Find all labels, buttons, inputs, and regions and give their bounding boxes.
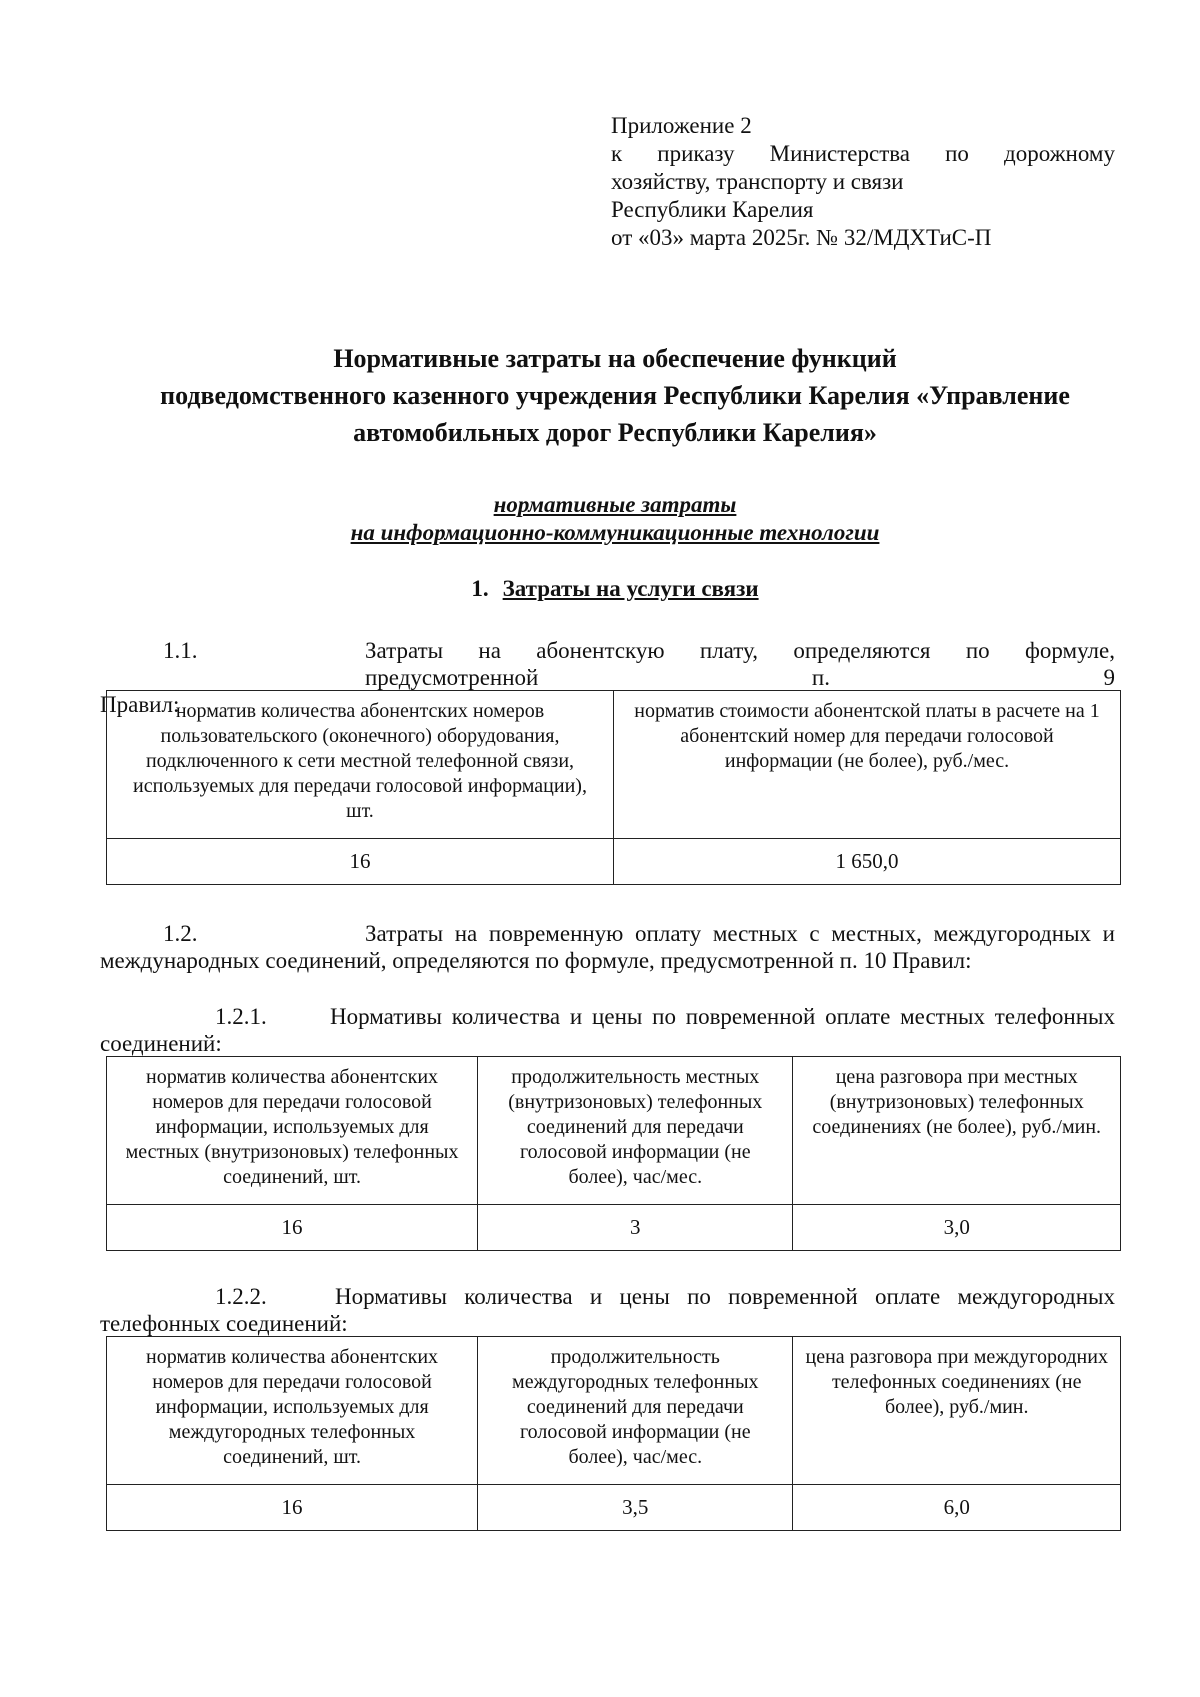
table-header-cell: норматив количества абонентских номеров для передачи голосовой информации, используемых для местных (внутризоновых) телефонных соединений, шт. <box>107 1057 478 1205</box>
table-cell: 3,5 <box>478 1485 793 1531</box>
appendix-block <box>611 112 1115 252</box>
paragraph-text-continued: соединений: <box>100 1031 222 1056</box>
table-header-cell: цена разговора при междугородних телефонных соединениях (не более), руб./мин. <box>793 1337 1121 1485</box>
table-cell: 1 650,0 <box>614 839 1121 885</box>
table-long-distance-calls <box>106 1336 1121 1531</box>
table-header-row <box>107 1057 1121 1205</box>
paragraph-number: 1.2.2. <box>215 1284 267 1309</box>
title-line: Нормативные затраты на обеспечение функций <box>333 344 897 373</box>
table-header-cell: цена разговора при местных (внутризоновых) телефонных соединениях (не более), руб./мин. <box>793 1057 1121 1205</box>
section-title: Затраты на услуги связи <box>502 576 759 601</box>
section-number: 1. <box>471 576 489 601</box>
table-subscriber-fee <box>106 690 1121 885</box>
subtitle-line: нормативные затраты <box>493 492 737 517</box>
table-row <box>107 1485 1121 1531</box>
paragraph-number: 1.2. <box>163 921 198 946</box>
table-header-row <box>107 691 1121 839</box>
title-line: автомобильных дорог Республики Карелия» <box>353 418 877 447</box>
table-cell: 16 <box>107 1485 478 1531</box>
table-cell: 3,0 <box>793 1205 1121 1251</box>
appendix-date-line: от «03» марта 2025г. № 32/МДХТиС-П <box>611 225 992 250</box>
table-cell: 6,0 <box>793 1485 1121 1531</box>
table-row <box>107 1205 1121 1251</box>
table-header-cell: норматив стоимости абонентской платы в расчете на 1 абонентский номер для передачи голосовой информации (не более), руб./мес. <box>614 691 1121 839</box>
appendix-word: по <box>945 141 969 166</box>
table-row <box>107 839 1121 885</box>
appendix-order-line <box>611 140 1115 168</box>
appendix-word: Министерства <box>769 141 911 166</box>
table-header-cell: норматив количества абонентских номеров пользовательского (оконечного) оборудования, подключенного к сети местной телефонной связи, используемых для передачи голосовой информации), шт. <box>107 691 614 839</box>
section-heading <box>100 575 1130 603</box>
paragraph-number: 1.2.1. <box>215 1004 267 1029</box>
table-header-cell: продолжительность междугородных телефонных соединений для передачи голосовой информации (не более), час/мес. <box>478 1337 793 1485</box>
table-cell: 3 <box>478 1205 793 1251</box>
appendix-word: приказу <box>657 141 735 166</box>
paragraph-number: 1.1. <box>163 638 198 663</box>
paragraph-text: Затраты на повременную оплату местных с местных, междугородных и <box>365 921 1115 946</box>
paragraph-text-continued: международных соединений, определяются по формуле, предусмотренной п. 10 Правил: <box>100 948 972 973</box>
appendix-republic-line: Республики Карелия <box>611 197 814 222</box>
subtitle-line: на информационно-коммуникационные технологии <box>350 520 880 545</box>
table-header-cell: продолжительность местных (внутризоновых) телефонных соединений для передачи голосовой информации (не более), час/мес. <box>478 1057 793 1205</box>
paragraph-text: Нормативы количества и цены по повременной оплате местных телефонных <box>330 1004 1115 1029</box>
paragraph-1-2 <box>100 920 1115 974</box>
table-local-calls <box>106 1056 1121 1251</box>
appendix-title: Приложение 2 <box>611 113 752 138</box>
appendix-word: к <box>611 141 623 166</box>
paragraph-text: Затраты на абонентскую плату, определяются по формуле, предусмотренной п. 9 <box>365 638 1115 690</box>
paragraph-1-2-1 <box>100 1003 1115 1057</box>
document-title <box>100 340 1130 451</box>
paragraph-text: Нормативы количества и цены по повременной оплате междугородных <box>335 1284 1115 1309</box>
table-cell: 16 <box>107 839 614 885</box>
table-header-cell: норматив количества абонентских номеров для передачи голосовой информации, используемых для междугородных телефонных соединений, шт. <box>107 1337 478 1485</box>
paragraph-text-continued: телефонных соединений: <box>100 1311 348 1336</box>
paragraph-text-continued: Правил: <box>100 692 180 717</box>
table-header-row <box>107 1337 1121 1485</box>
document-subtitle <box>100 491 1130 547</box>
title-line: подведомственного казенного учреждения Республики Карелия «Управление <box>160 381 1070 410</box>
appendix-word: дорожному <box>1004 141 1115 166</box>
appendix-ministry-line: хозяйству, транспорту и связи <box>611 169 904 194</box>
paragraph-1-2-2 <box>100 1283 1115 1337</box>
table-cell: 16 <box>107 1205 478 1251</box>
